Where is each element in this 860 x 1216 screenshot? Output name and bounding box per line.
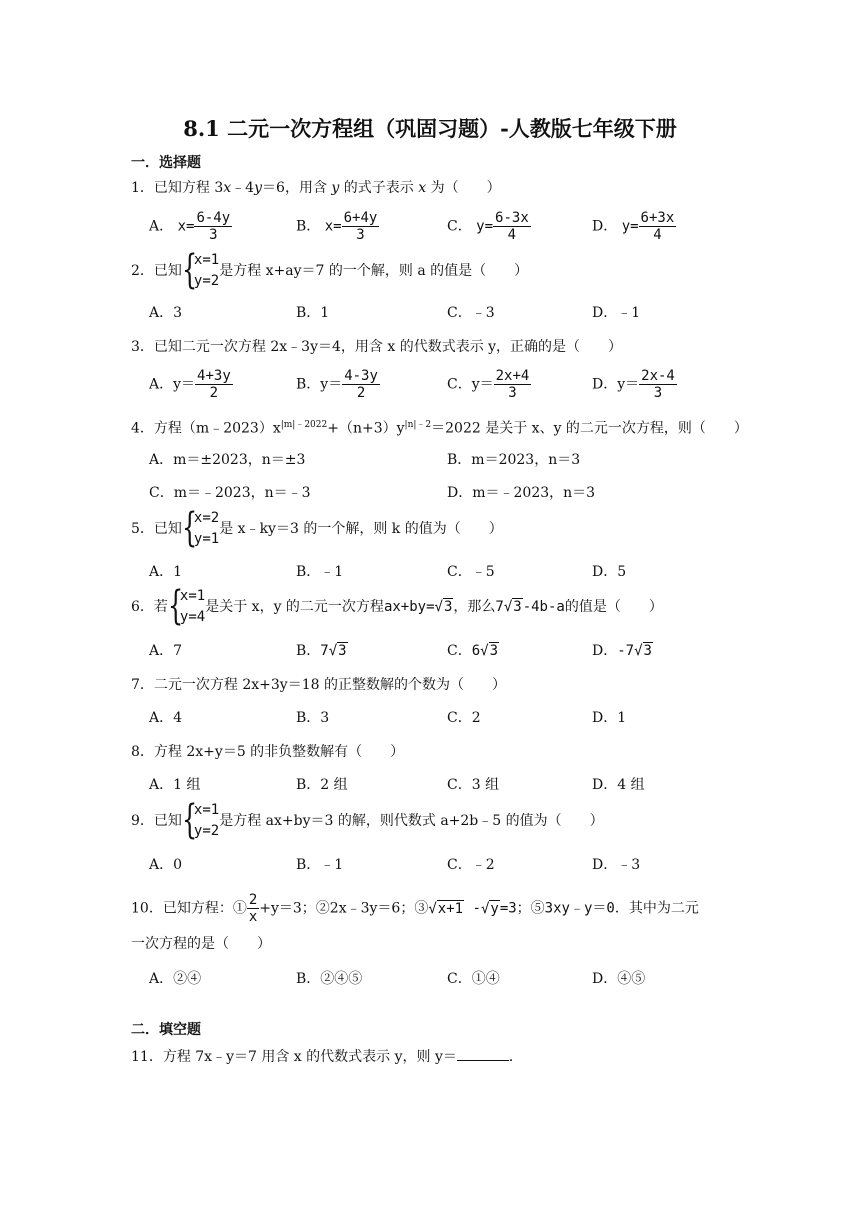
q4-option-a[interactable]: A．m＝±2023，n＝±3 xyxy=(149,452,306,468)
q6-option-d[interactable]: D．-7√3 xyxy=(592,643,652,659)
q7-option-d[interactable]: D．1 xyxy=(592,710,627,726)
equation-system: { x=1 y=2 xyxy=(181,797,220,843)
q1-option-d[interactable]: D． y= $\frac{6+3x}{4}$ xyxy=(592,210,675,243)
question-10-line-2: 一次方程的是（ ） xyxy=(131,936,271,952)
equation-system: { x=2 y=1 xyxy=(181,505,220,551)
q5-option-c[interactable]: C．﹣5 xyxy=(447,564,495,580)
q10-option-b[interactable]: B．②④⑤ xyxy=(296,971,363,987)
equation-system: { x=1 y=4 xyxy=(167,583,206,629)
page-title: 8.1 二元一次方程组（巩固习题）-人教版七年级下册 xyxy=(183,116,677,141)
section-heading-choice: 一．选择题 xyxy=(131,155,201,171)
question-7: 7．二元一次方程 2x+3y＝18 的正整数解的个数为（ ） xyxy=(131,677,506,693)
q6-option-a[interactable]: A．7 xyxy=(149,643,183,659)
q6-option-b[interactable]: B．7√3 xyxy=(296,643,347,659)
q10-option-c[interactable]: C．①④ xyxy=(447,971,500,987)
equation-system: { x=1 y=2 xyxy=(181,247,220,293)
answer-blank[interactable] xyxy=(457,1046,509,1061)
q7-option-b[interactable]: B．3 xyxy=(296,710,330,726)
q1-option-b[interactable]: B． x= $\frac{6+4y}{3}$ xyxy=(296,210,378,243)
sqrt-expression: √3 xyxy=(503,599,522,615)
q4-option-c[interactable]: C．m＝﹣2023，n＝﹣3 xyxy=(149,485,311,501)
q8-option-d[interactable]: D．4 组 xyxy=(592,777,645,793)
sqrt-expression: √3 xyxy=(434,599,453,615)
q1-option-a[interactable]: A． x= $\frac{6-4y}{3}$ xyxy=(149,210,231,243)
q4-option-b[interactable]: B．m＝2023，n＝3 xyxy=(447,452,581,468)
question-2: 2．已知 { x=1 y=2 是方程 x+ay＝7 的一个解，则 a 的值是（ ） xyxy=(131,247,529,293)
q9-option-a[interactable]: A．0 xyxy=(149,857,183,873)
q2-option-a[interactable]: A．3 xyxy=(149,305,183,321)
q3-option-b[interactable]: B．y＝ $\frac{4-3y}{2}$ xyxy=(296,368,378,401)
q9-option-d[interactable]: D．﹣3 xyxy=(592,857,641,873)
q3-option-c[interactable]: C．y＝ $\frac{2x+4}{3}$ xyxy=(447,368,530,401)
q4-option-d[interactable]: D．m＝﹣2023，n＝3 xyxy=(447,485,596,501)
question-10: 10．已知方程：① $\frac{2}{x}$ +y＝3；②2x﹣3y＝6；③√x+1 -√y=3；⑤3xy﹣y＝0．其中为二元 xyxy=(131,892,699,925)
q1-option-c[interactable]: C． y= $\frac{6-3x}{4}$ xyxy=(447,210,529,243)
q5-option-d[interactable]: D．5 xyxy=(592,564,627,580)
q10-option-a[interactable]: A．②④ xyxy=(149,971,202,987)
q7-option-c[interactable]: C．2 xyxy=(447,710,481,726)
q3-option-d[interactable]: D．y＝ $\frac{2x-4}{3}$ xyxy=(592,368,675,401)
q8-option-b[interactable]: B．2 组 xyxy=(296,777,348,793)
q5-option-b[interactable]: B．﹣1 xyxy=(296,564,344,580)
sqrt-expression: √y xyxy=(480,900,499,917)
q8-option-c[interactable]: C．3 组 xyxy=(447,777,500,793)
q3-option-a[interactable]: A．y＝ $\frac{4+3y}{2}$ xyxy=(149,368,231,401)
q9-option-c[interactable]: C．﹣2 xyxy=(447,857,495,873)
question-4: 4．方程$(m﹣2023)x^{|m|﹣2022}+(n+3)y^{|n|﹣2}=2022$ 是关于 x、y 的二元一次方程，则（ ） xyxy=(131,420,748,437)
q2-option-c[interactable]: C．﹣3 xyxy=(447,305,495,321)
question-6: 6．若 { x=1 y=4 是关于 x，y 的二元一次方程ax+by=√3，那么7√3-4b-a的值是（ ） xyxy=(131,583,663,629)
q7-option-a[interactable]: A．4 xyxy=(149,710,183,726)
question-1: 1．已知方程 3x﹣4y＝6，用含 y 的式子表示 x 为（ ） xyxy=(131,180,501,196)
q9-option-b[interactable]: B．﹣1 xyxy=(296,857,344,873)
question-5: 5．已知 { x=2 y=1 是 x﹣ky＝3 的一个解，则 k 的值为（ ） xyxy=(131,505,503,551)
sqrt-expression: √x+1 xyxy=(428,900,464,917)
question-9: 9．已知 { x=1 y=2 是方程 ax+by＝3 的解，则代数式 a+2b﹣5 的值为（ ） xyxy=(131,797,604,843)
section-heading-fill: 二．填空题 xyxy=(131,1022,201,1038)
q2-option-d[interactable]: D．﹣1 xyxy=(592,305,641,321)
question-11: 11．方程 7x﹣y＝7 用含 x 的代数式表示 y，则 y＝ ． xyxy=(131,1046,523,1067)
q5-option-a[interactable]: A．1 xyxy=(149,564,183,580)
q10-option-d[interactable]: D．④⑤ xyxy=(592,971,646,987)
question-8: 8．方程 2x+y＝5 的非负整数解有（ ） xyxy=(131,744,405,760)
q6-option-c[interactable]: C．6√3 xyxy=(447,643,499,659)
q8-option-a[interactable]: A．1 组 xyxy=(149,777,201,793)
q2-option-b[interactable]: B．1 xyxy=(296,305,330,321)
question-3: 3．已知二元一次方程 2x﹣3y＝4，用含 x 的代数式表示 y，正确的是（ ） xyxy=(131,339,623,355)
